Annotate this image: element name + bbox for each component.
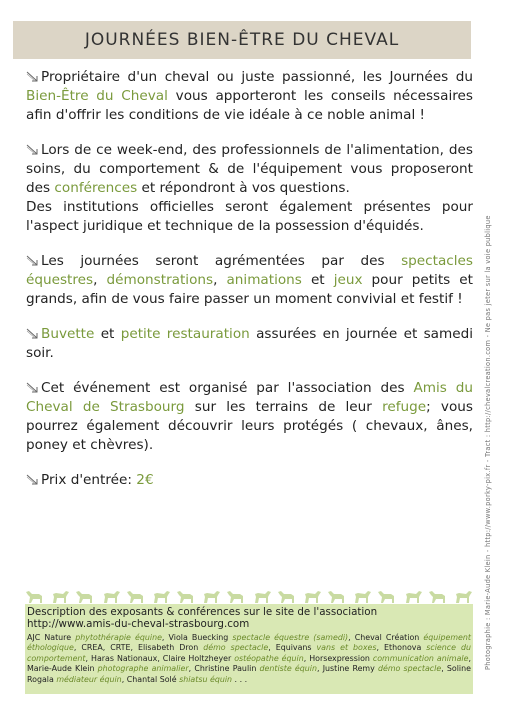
exhibitor-name: Viola Buecking: [168, 633, 229, 642]
price-line: [26, 471, 473, 490]
price-value: 2€: [136, 472, 154, 488]
arrow-bullet-icon: [26, 382, 39, 393]
title-banner: [13, 21, 471, 59]
exhibitor-item: [127, 675, 232, 684]
exhibitor-item: [81, 643, 102, 652]
horse-icon: [377, 588, 397, 604]
horse-icon: [277, 588, 297, 604]
horse-icon: [126, 588, 146, 604]
exhibitor-role: photographe animalier: [97, 664, 189, 674]
exhibitor-role: dentiste équin: [259, 664, 317, 674]
exhibitor-role: vans et boxes: [316, 643, 377, 653]
exhibitor-role: science du comportement: [27, 643, 471, 663]
exhibitor-name: Christine Paulin: [194, 664, 257, 674]
exhibitor-role: médiateur équin: [56, 674, 122, 684]
arrow-bullet-icon: [26, 328, 39, 339]
horse-icon: [453, 588, 473, 604]
exhibitor-name: CREA: [81, 643, 103, 653]
exhibitor-role: shiatsu équin: [179, 674, 233, 684]
price-label: Prix d'entrée:: [41, 472, 132, 488]
horse-icon: [352, 588, 372, 604]
exhibitor-item: [169, 633, 349, 642]
exhibitor-item: [27, 633, 162, 642]
exhibitor-item: [323, 664, 442, 673]
list-ellipsis: . . .: [234, 674, 248, 684]
horse-icon: [403, 588, 423, 604]
exhibitor-name: Haras Nationaux: [91, 653, 158, 663]
exhibitor-name: Marie-Aude Klein: [27, 664, 95, 674]
exhibitor-role: démo spectacle: [377, 664, 442, 674]
exhibitor-name: CRTE: [110, 643, 131, 653]
horse-icon: [252, 588, 272, 604]
exhibitor-item: [27, 664, 189, 673]
credits-vertical: Photographie : Marie-Aude Klein - http://www.porky-pix.fr - Tract : http://chevalcreation.com - Ne pas jeter sur la voie publique: [484, 215, 492, 670]
horse-icon: [151, 588, 171, 604]
horse-icon: [101, 588, 121, 604]
organizer-paragraph: Cet événement est organisé par l'association des Amis du Cheval de Strasbourg sur les terrains de leur refuge; vous pourrez également découvrir leurs protégés ( chevaux, ânes, poney et chèvres).: [26, 380, 473, 453]
horse-icon: [50, 588, 70, 604]
exhibitor-role: communication animale: [372, 653, 469, 663]
exhibitors-list: AJC Nature phytothérapie équine, Viola Buecking spectacle équestre (samedi), Cheval Création équipement éthologique, CREA, CRTE, Elisabeth Dron démo spectacle, Equivans vans et boxes, Ethonova science du comportement, Haras Nationaux, Claire Holtzheyer ostéopathe équin, Horsexpression communication animale, Marie-Aude Klein photographe animalier, Christine Paulin dentiste équin, Justine Remy démo spectacle, Soline Rogala médiateur équin, Chantal Solé shiatsu équin . . .: [27, 633, 471, 684]
horse-icon: [201, 588, 221, 604]
horse-icon: [327, 588, 347, 604]
arrow-bullet-icon: [26, 71, 39, 82]
exhibitor-name: Cheval Création: [354, 633, 420, 642]
page-title: JOURNÉES BIEN-ÊTRE DU CHEVAL: [84, 30, 400, 50]
horse-icon: [428, 588, 448, 604]
exhibitor-name: Chantal Solé: [126, 674, 177, 684]
horse-icon: [226, 588, 246, 604]
exhibitor-role: démo spectacle: [203, 643, 269, 653]
arrow-bullet-icon: [26, 474, 39, 485]
exhibitor-name: Elisabeth Dron: [138, 643, 199, 653]
exhibitor-role: équipement éthologique: [27, 633, 471, 653]
exhibitor-item: [276, 643, 377, 652]
food-paragraph: Buvette et petite restauration assurées en journée et samedi soir.: [26, 326, 474, 361]
horse-icon: [302, 588, 322, 604]
activities-paragraph: Les journées seront agrémentées par des spectacles équestres, démonstrations, animations et jeux pour petits et grands, afin de vous faire passer un moment convivial et festif !: [26, 253, 473, 307]
exhibitor-role: ostéopathe équin: [234, 653, 304, 663]
exhibitor-name: AJC Nature: [27, 633, 72, 642]
highlight-bien-etre: Bien-Être du Cheval: [26, 88, 168, 104]
institutions-paragraph: Des institutions officielles seront également présentes pour l'aspect juridique et technique de la possession d'équidés.: [26, 199, 473, 234]
exhibitor-name: Horsexpression: [309, 653, 370, 663]
exhibitor-item: [110, 643, 130, 652]
highlight-conferences: conférences: [54, 180, 138, 196]
exhibitor-item: [163, 654, 304, 663]
arrow-bullet-icon: [26, 144, 39, 155]
horse-icon: [176, 588, 196, 604]
exhibitor-item: [309, 654, 468, 663]
exhibitor-name: Ethonova: [384, 643, 422, 653]
exhibitor-name: Justine Remy: [322, 664, 375, 674]
exhibitor-name: Equivans: [275, 643, 312, 653]
exhibitor-role: phytothérapie équine: [75, 633, 162, 642]
exhibitor-item: [138, 643, 268, 652]
professionals-paragraph: Lors de ce week-end, des professionnels de l'alimentation, des soins, du comportement & de l'équipement vous proposeront des conférences et répondront à vos questions.: [26, 142, 473, 196]
exhibitors-box: [25, 604, 473, 694]
horse-icon: [75, 588, 95, 604]
exhibitor-role: spectacle équestre (samedi): [232, 633, 349, 642]
exhibitor-item: [194, 664, 317, 673]
horse-icon: [25, 588, 45, 604]
exhibitor-item: [91, 654, 157, 663]
exhibitor-name: Soline Rogala: [27, 664, 471, 684]
arrow-bullet-icon: [26, 255, 39, 266]
exhibitor-name: Claire Holtzheyer: [162, 653, 232, 663]
horse-silhouettes-band: [25, 586, 473, 604]
association-url[interactable]: http://www.amis-du-cheval-strasbourg.com: [27, 618, 250, 630]
main-content: [26, 68, 473, 506]
intro-paragraph: Propriétaire d'un cheval ou juste passionné, les Journées du Bien-Être du Cheval vous apporteront les conseils nécessaires afin d'offrir les conditions de vie idéale à ce noble animal !: [26, 69, 473, 123]
exhibitors-heading: Description des exposants & conférences sur le site de l'association: [27, 606, 378, 618]
